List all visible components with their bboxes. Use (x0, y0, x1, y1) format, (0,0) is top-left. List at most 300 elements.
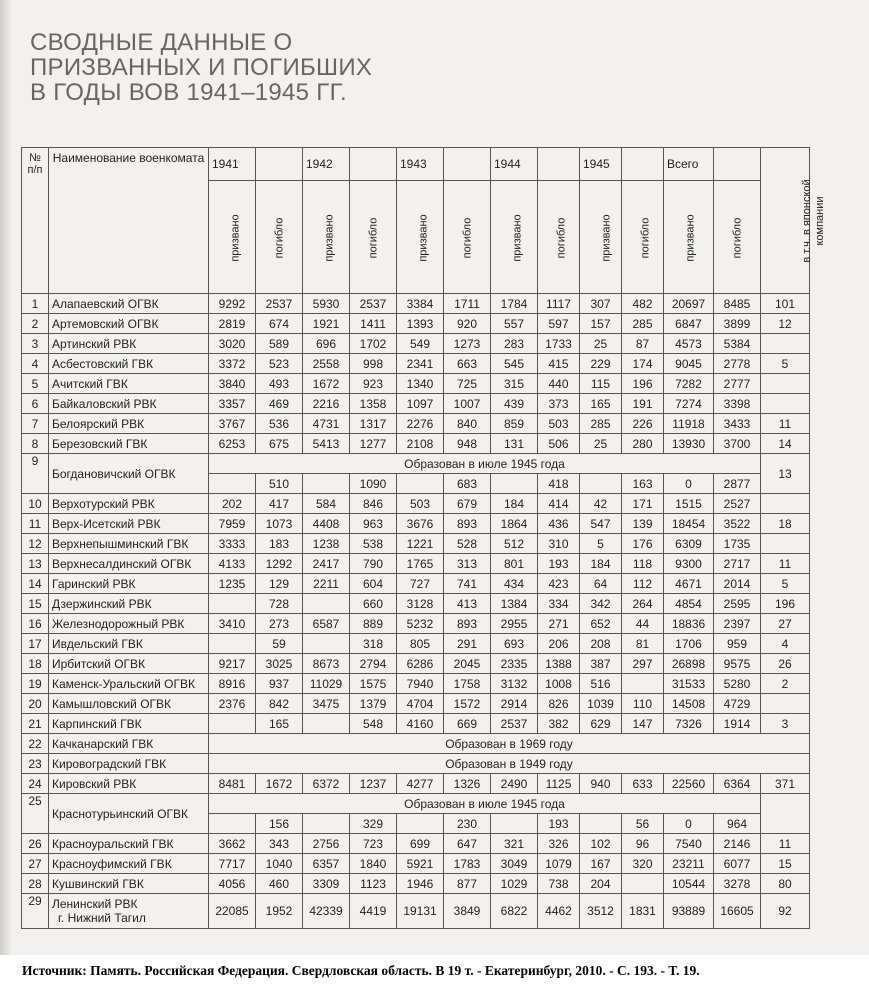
table-row (22, 754, 810, 774)
value-cell (622, 874, 664, 894)
row-number: 17 (22, 634, 49, 654)
formation-note: Образован в июле 1945 года (209, 454, 761, 474)
japan-cell: 5 (761, 354, 810, 374)
japan-cell: 5 (761, 574, 810, 594)
office-name-line: г. Нижний Тагил (58, 911, 146, 925)
value-cell: 6847 (664, 314, 714, 334)
office-name: Березовский ГВК (49, 434, 209, 454)
value-cell: 728 (256, 594, 303, 614)
office-name: Кушвинский ГВК (49, 874, 209, 894)
value-cell: 5280 (714, 674, 761, 694)
value-cell: 5232 (397, 614, 444, 634)
value-cell: 315 (491, 374, 538, 394)
value-cell: 893 (444, 614, 491, 634)
value-cell: 9292 (209, 294, 256, 314)
value-cell (209, 814, 256, 834)
value-cell: 2537 (350, 294, 397, 314)
value-cell: 1575 (350, 674, 397, 694)
value-cell: 937 (256, 674, 303, 694)
value-cell: 329 (350, 814, 397, 834)
value-cell: 2014 (714, 574, 761, 594)
value-cell: 18454 (664, 514, 714, 534)
value-cell: 193 (538, 814, 580, 834)
value-cell: 1090 (350, 474, 397, 494)
row-number: 8 (22, 434, 49, 454)
value-cell: 14508 (664, 694, 714, 714)
value-cell: 584 (303, 494, 350, 514)
office-name: Белоярский РВК (49, 414, 209, 434)
value-cell: 1672 (303, 374, 350, 394)
value-cell (209, 594, 256, 614)
table-row (22, 294, 810, 314)
value-cell: 23211 (664, 854, 714, 874)
value-cell: 3278 (714, 874, 761, 894)
value-cell: 0 (664, 474, 714, 494)
header-year: 1944 (491, 148, 538, 181)
table-row (22, 614, 810, 634)
value-cell: 102 (580, 834, 622, 854)
value-cell: 3700 (714, 434, 761, 454)
value-cell (209, 474, 256, 494)
value-cell: 19131 (397, 894, 444, 929)
subheader-cell (622, 181, 664, 294)
office-name: Каменск-Уральский ОГВК (49, 674, 209, 694)
header-year: 1945 (580, 148, 622, 181)
value-cell: 414 (538, 494, 580, 514)
value-cell: 2490 (491, 774, 538, 794)
value-cell: 273 (256, 614, 303, 634)
value-cell: 16605 (714, 894, 761, 929)
value-cell: 4408 (303, 514, 350, 534)
value-cell: 693 (491, 634, 538, 654)
value-cell: 112 (622, 574, 664, 594)
value-cell: 460 (256, 874, 303, 894)
value-cell: 741 (444, 574, 491, 594)
value-cell: 183 (256, 534, 303, 554)
value-cell: 2778 (714, 354, 761, 374)
subheader-label: погибло (273, 217, 286, 259)
value-cell: 196 (622, 374, 664, 394)
row-number: 22 (22, 734, 49, 754)
value-cell: 805 (397, 634, 444, 654)
office-name: Гаринский РВК (49, 574, 209, 594)
value-cell: 25 (580, 334, 622, 354)
value-cell: 342 (580, 594, 622, 614)
value-cell: 3049 (491, 854, 538, 874)
value-cell: 826 (538, 694, 580, 714)
row-number: 14 (22, 574, 49, 594)
value-cell: 0 (664, 814, 714, 834)
table-row (22, 334, 810, 354)
value-cell: 1783 (444, 854, 491, 874)
value-cell: 10544 (664, 874, 714, 894)
row-number: 5 (22, 374, 49, 394)
value-cell: 283 (491, 334, 538, 354)
value-cell: 1007 (444, 394, 491, 414)
row-number: 1 (22, 294, 49, 314)
value-cell: 202 (209, 494, 256, 514)
office-name: Верхнепышминский ГВК (49, 534, 209, 554)
value-cell: 6253 (209, 434, 256, 454)
office-name: Дзержинский РВК (49, 594, 209, 614)
value-cell: 8485 (714, 294, 761, 314)
office-name: Байкаловский РВК (49, 394, 209, 414)
value-cell: 313 (444, 554, 491, 574)
subheader-label: призвано (511, 214, 524, 262)
value-cell: 165 (256, 714, 303, 734)
value-cell (303, 634, 350, 654)
value-cell: 877 (444, 874, 491, 894)
table-row (22, 374, 810, 394)
value-cell: 42 (580, 494, 622, 514)
office-name: Камышловский ОГВК (49, 694, 209, 714)
row-number: 7 (22, 414, 49, 434)
value-cell: 5413 (303, 434, 350, 454)
subheader-cell (714, 181, 761, 294)
value-cell: 176 (622, 534, 664, 554)
row-number: 10 (22, 494, 49, 514)
value-cell: 6587 (303, 614, 350, 634)
value-cell: 7717 (209, 854, 256, 874)
value-cell: 4419 (350, 894, 397, 929)
value-cell: 191 (622, 394, 664, 414)
value-cell: 418 (538, 474, 580, 494)
value-cell: 382 (538, 714, 580, 734)
value-cell: 4160 (397, 714, 444, 734)
office-name: Карпинский ГВК (49, 714, 209, 734)
value-cell: 208 (580, 634, 622, 654)
value-cell: 163 (622, 474, 664, 494)
value-cell: 516 (580, 674, 622, 694)
table-row (22, 414, 810, 434)
office-name: Алапаевский ОГВК (49, 294, 209, 314)
japan-cell (761, 494, 810, 514)
formation-note: Образован в 1969 году (209, 734, 810, 754)
value-cell: 2211 (303, 574, 350, 594)
subheader-label: призвано (684, 214, 697, 262)
office-name (49, 894, 209, 929)
value-cell (397, 474, 444, 494)
value-cell: 506 (538, 434, 580, 454)
value-cell: 64 (580, 574, 622, 594)
value-cell: 9217 (209, 654, 256, 674)
table-row (22, 354, 810, 374)
office-name: Асбестовский ГВК (49, 354, 209, 374)
value-cell: 320 (622, 854, 664, 874)
value-cell: 547 (580, 514, 622, 534)
value-cell: 415 (538, 354, 580, 374)
value-cell: 413 (444, 594, 491, 614)
value-cell (580, 814, 622, 834)
subheader-cell (538, 181, 580, 294)
table-row (22, 654, 810, 674)
value-cell: 2877 (714, 474, 761, 494)
value-cell: 147 (622, 714, 664, 734)
value-cell: 738 (538, 874, 580, 894)
office-name: Красноуфимский ГВК (49, 854, 209, 874)
value-cell: 923 (350, 374, 397, 394)
value-cell: 4277 (397, 774, 444, 794)
value-cell: 4729 (714, 694, 761, 714)
value-cell: 660 (350, 594, 397, 614)
value-cell: 4133 (209, 554, 256, 574)
value-cell: 156 (256, 814, 303, 834)
value-cell: 2108 (397, 434, 444, 454)
value-cell: 1706 (664, 634, 714, 654)
value-cell: 1237 (350, 774, 397, 794)
value-cell: 42339 (303, 894, 350, 929)
value-cell: 1029 (491, 874, 538, 894)
table-row (22, 694, 810, 714)
value-cell: 725 (444, 374, 491, 394)
value-cell: 6357 (303, 854, 350, 874)
header-name: Наименование военкомата (49, 148, 209, 294)
japan-cell: 13 (761, 454, 810, 494)
value-cell: 6309 (664, 534, 714, 554)
value-cell: 1238 (303, 534, 350, 554)
value-cell: 387 (580, 654, 622, 674)
table-row (22, 534, 810, 554)
row-number: 9 (22, 454, 49, 494)
value-cell: 548 (350, 714, 397, 734)
value-cell: 5384 (714, 334, 761, 354)
value-cell: 2955 (491, 614, 538, 634)
office-name: Качканарский ГВК (49, 734, 209, 754)
value-cell: 1125 (538, 774, 580, 794)
value-cell: 171 (622, 494, 664, 514)
value-cell: 1008 (538, 674, 580, 694)
row-number: 16 (22, 614, 49, 634)
value-cell: 184 (491, 494, 538, 514)
value-cell: 93889 (664, 894, 714, 929)
value-cell: 307 (580, 294, 622, 314)
subheader-cell (209, 181, 256, 294)
table-row (22, 514, 810, 534)
table-row (22, 894, 810, 929)
value-cell: 226 (622, 414, 664, 434)
value-cell: 26898 (664, 654, 714, 674)
value-cell: 1317 (350, 414, 397, 434)
subheader-cell (444, 181, 491, 294)
japan-cell: 3 (761, 714, 810, 734)
japan-cell: 4 (761, 634, 810, 654)
table-row (22, 314, 810, 334)
value-cell: 184 (580, 554, 622, 574)
japan-cell: 196 (761, 594, 810, 614)
office-name: Ачитский ГВК (49, 374, 209, 394)
value-cell: 81 (622, 634, 664, 654)
value-cell: 56 (622, 814, 664, 834)
value-cell: 1326 (444, 774, 491, 794)
value-cell: 859 (491, 414, 538, 434)
header-year: 1943 (397, 148, 444, 181)
table-row (22, 674, 810, 694)
value-cell: 5930 (303, 294, 350, 314)
table-row (22, 834, 810, 854)
value-cell: 3899 (714, 314, 761, 334)
value-cell: 1952 (256, 894, 303, 929)
value-cell: 1388 (538, 654, 580, 674)
value-cell: 674 (256, 314, 303, 334)
row-number: 23 (22, 754, 49, 774)
table-row (22, 714, 810, 734)
value-cell (303, 714, 350, 734)
japan-cell: 12 (761, 314, 810, 334)
value-cell: 528 (444, 534, 491, 554)
value-cell: 423 (538, 574, 580, 594)
value-cell: 727 (397, 574, 444, 594)
office-name-line: Ленинский РВК (52, 897, 138, 911)
value-cell: 20697 (664, 294, 714, 314)
header-year: Всего (664, 148, 714, 181)
value-cell: 1914 (714, 714, 761, 734)
value-cell: 7959 (209, 514, 256, 534)
value-cell: 204 (580, 874, 622, 894)
value-cell: 6822 (491, 894, 538, 929)
value-cell: 1358 (350, 394, 397, 414)
subheader-cell (350, 181, 397, 294)
value-cell: 963 (350, 514, 397, 534)
value-cell: 4671 (664, 574, 714, 594)
value-cell: 1379 (350, 694, 397, 714)
table-row (22, 554, 810, 574)
value-cell (580, 474, 622, 494)
value-cell: 1273 (444, 334, 491, 354)
value-cell: 1864 (491, 514, 538, 534)
value-cell: 1292 (256, 554, 303, 574)
value-cell: 889 (350, 614, 397, 634)
value-cell: 440 (538, 374, 580, 394)
value-cell: 6372 (303, 774, 350, 794)
value-cell: 7274 (664, 394, 714, 414)
value-cell: 1393 (397, 314, 444, 334)
subheader-label: призвано (600, 214, 613, 262)
value-cell: 2216 (303, 394, 350, 414)
value-cell: 4462 (538, 894, 580, 929)
japan-cell: 371 (761, 774, 810, 794)
value-cell: 840 (444, 414, 491, 434)
value-cell: 1039 (580, 694, 622, 714)
value-cell: 669 (444, 714, 491, 734)
value-cell: 842 (256, 694, 303, 714)
subheader-cell (491, 181, 538, 294)
value-cell: 2417 (303, 554, 350, 574)
value-cell: 3128 (397, 594, 444, 614)
value-cell: 321 (491, 834, 538, 854)
value-cell: 557 (491, 314, 538, 334)
value-cell: 959 (714, 634, 761, 654)
value-cell: 597 (538, 314, 580, 334)
value-cell: 2819 (209, 314, 256, 334)
office-name: Железнодорожный РВК (49, 614, 209, 634)
table-row (22, 574, 810, 594)
japan-cell: 80 (761, 874, 810, 894)
value-cell: 434 (491, 574, 538, 594)
subheader-cell (256, 181, 303, 294)
subheader-label: погибло (639, 217, 652, 259)
value-cell: 4056 (209, 874, 256, 894)
value-cell: 2595 (714, 594, 761, 614)
subheader-cell (664, 181, 714, 294)
row-number: 24 (22, 774, 49, 794)
japan-cell: 14 (761, 434, 810, 454)
value-cell: 3333 (209, 534, 256, 554)
japan-cell: 26 (761, 654, 810, 674)
value-cell: 683 (444, 474, 491, 494)
value-cell: 59 (256, 634, 303, 654)
value-cell: 6286 (397, 654, 444, 674)
row-number: 3 (22, 334, 49, 354)
value-cell (303, 474, 350, 494)
subheader-cell (580, 181, 622, 294)
value-cell: 439 (491, 394, 538, 414)
value-cell: 3398 (714, 394, 761, 414)
value-cell: 503 (538, 414, 580, 434)
value-cell (209, 714, 256, 734)
japan-cell: 11 (761, 554, 810, 574)
value-cell: 2537 (256, 294, 303, 314)
value-cell: 2777 (714, 374, 761, 394)
value-cell: 96 (622, 834, 664, 854)
row-number: 4 (22, 354, 49, 374)
value-cell: 1702 (350, 334, 397, 354)
value-cell: 44 (622, 614, 664, 634)
value-cell: 118 (622, 554, 664, 574)
office-name: Артемовский ОГВК (49, 314, 209, 334)
japan-cell: 18 (761, 514, 810, 534)
japan-cell: 2 (761, 674, 810, 694)
value-cell: 629 (580, 714, 622, 734)
header-year: 1942 (303, 148, 350, 181)
value-cell: 3676 (397, 514, 444, 534)
header-japan-label: в т.ч. в японской компании (801, 178, 826, 263)
value-cell: 1784 (491, 294, 538, 314)
value-cell: 291 (444, 634, 491, 654)
value-cell: 3840 (209, 374, 256, 394)
header-num: № п/п (22, 148, 49, 294)
value-cell: 373 (538, 394, 580, 414)
value-cell: 1411 (350, 314, 397, 334)
value-cell: 699 (397, 834, 444, 854)
japan-cell (761, 694, 810, 714)
value-cell: 1340 (397, 374, 444, 394)
value-cell: 1221 (397, 534, 444, 554)
value-cell: 679 (444, 494, 491, 514)
row-number: 11 (22, 514, 49, 534)
value-cell: 285 (622, 314, 664, 334)
table-row (22, 594, 810, 614)
table-row (22, 734, 810, 754)
value-cell: 1831 (622, 894, 664, 929)
value-cell: 1117 (538, 294, 580, 314)
value-cell: 1123 (350, 874, 397, 894)
value-cell: 1572 (444, 694, 491, 714)
value-cell: 1840 (350, 854, 397, 874)
value-cell: 139 (622, 514, 664, 534)
japan-cell (761, 534, 810, 554)
value-cell (209, 634, 256, 654)
table-row (22, 854, 810, 874)
value-cell: 1277 (350, 434, 397, 454)
value-cell (397, 814, 444, 834)
value-cell: 280 (622, 434, 664, 454)
value-cell: 2537 (491, 714, 538, 734)
japan-cell (761, 394, 810, 414)
header-blank (538, 148, 580, 181)
value-cell: 1765 (397, 554, 444, 574)
value-cell: 2914 (491, 694, 538, 714)
title-line: СВОДНЫЕ ДАННЫЕ О (30, 29, 293, 56)
